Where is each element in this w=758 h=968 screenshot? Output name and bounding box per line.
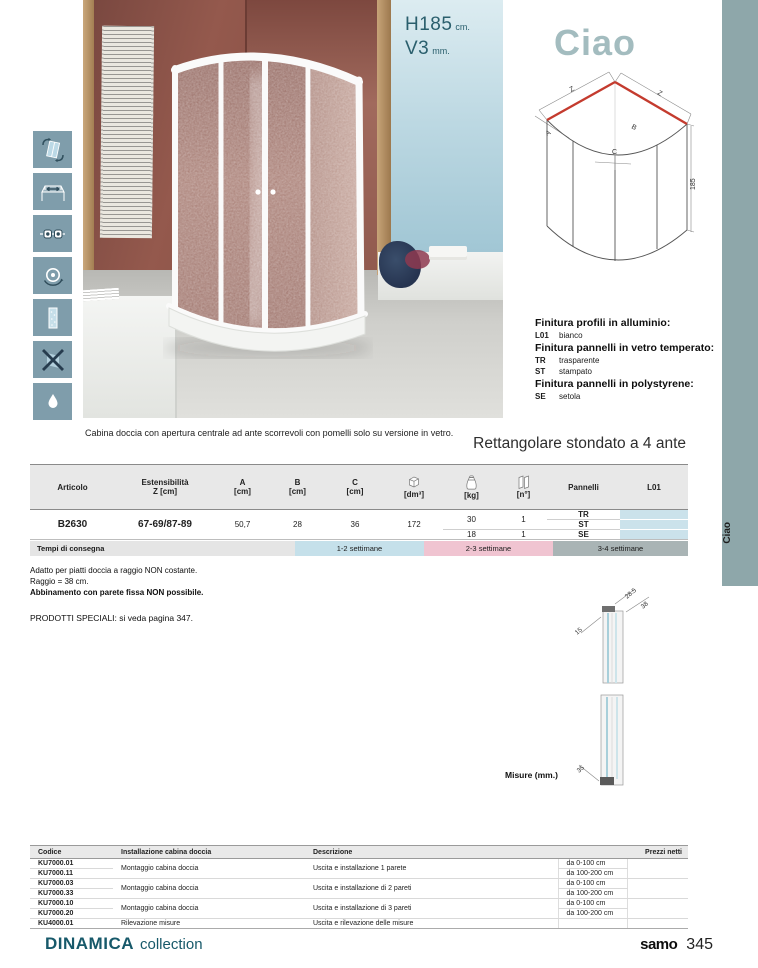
- installation-table: [30, 845, 688, 929]
- height-unit: cm.: [455, 22, 470, 32]
- acrylic-panel-icon: [33, 299, 72, 336]
- descrizione-cell: Uscita e installazione di 3 pareti: [305, 899, 558, 919]
- descrizione-cell: Uscita e rilevazione delle misure: [305, 919, 558, 929]
- col-installazione: Installazione cabina doccia: [113, 846, 305, 859]
- delivery-period-3: 3-4 settimane: [553, 541, 688, 556]
- prezzo-cell: [627, 879, 688, 899]
- cube-icon: [407, 475, 421, 489]
- col-b: B [cm]: [270, 465, 325, 510]
- col-c: C [cm]: [325, 465, 385, 510]
- profile-dim-bottom: 35: [575, 764, 586, 775]
- iso-label-b: B: [630, 123, 638, 132]
- install-header-row: [30, 846, 688, 859]
- misure-label: Misure (mm.): [505, 770, 558, 780]
- panel-code-tr: TR: [547, 510, 620, 520]
- range-cell: da 100-200 cm: [558, 889, 627, 899]
- profile-dim-right: 38: [639, 600, 650, 611]
- installazione-cell: Rilevazione misure: [113, 919, 305, 929]
- codice-cell: KU7000.01: [30, 859, 113, 869]
- col-weight: [kg]: [443, 465, 500, 510]
- iso-label-c: C: [612, 149, 618, 156]
- isometric-drawing: [533, 70, 697, 295]
- codice-cell: KU7000.10: [30, 899, 113, 909]
- weight-upper: 30: [443, 510, 500, 530]
- collection-name: DINAMICA: [45, 934, 134, 953]
- extensibility-icon: [33, 173, 72, 210]
- codice-cell: KU7000.03: [30, 879, 113, 889]
- iso-label-a: A: [544, 129, 553, 138]
- range-cell: da 0-100 cm: [558, 899, 627, 909]
- notes-block: [30, 565, 310, 624]
- codice-cell: KU7000.33: [30, 889, 113, 899]
- finish-code: SE: [535, 392, 546, 401]
- spec-row: [30, 510, 688, 520]
- iso-label-z-left: Z: [568, 85, 576, 94]
- descrizione-cell: Uscita e installazione di 2 pareti: [305, 879, 558, 899]
- iso-label-z-right: Z: [656, 89, 664, 98]
- prezzo-cell: [627, 899, 688, 919]
- weight-icon: [465, 475, 478, 490]
- photo-wood-edge: [83, 0, 94, 300]
- finishes-block: [535, 316, 725, 402]
- side-tab-label: Ciao: [722, 522, 733, 544]
- profile-drawing: [545, 583, 670, 796]
- range-cell: da 100-200 cm: [558, 909, 627, 919]
- photo-towel-accent: [405, 250, 430, 269]
- finish-heading: Finitura profili in alluminio:: [535, 317, 671, 329]
- panel-code-st: ST: [547, 520, 620, 530]
- finish-code: TR: [535, 356, 546, 365]
- product-subtitle: Rettangolare stondato a 4 ante: [473, 435, 686, 452]
- delivery-bar: [30, 541, 688, 556]
- spec-header-row: [30, 465, 688, 510]
- finish-option: [535, 391, 725, 402]
- finish-code: L01: [535, 331, 549, 340]
- count-upper: 1: [500, 510, 547, 530]
- installazione-cell: Montaggio cabina doccia: [113, 859, 305, 879]
- range-cell: da 0-100 cm: [558, 859, 627, 869]
- prezzo-cell: [627, 919, 688, 929]
- col-volume: [dm³]: [385, 465, 443, 510]
- finish-option: [535, 355, 725, 366]
- special-products-note: PRODOTTI SPECIALI: si veda pagina 347.: [30, 613, 193, 623]
- range-cell: da 100-200 cm: [558, 869, 627, 879]
- delivery-period-2: 2-3 settimane: [424, 541, 553, 556]
- col-panels-count: [n°]: [500, 465, 547, 510]
- col-estensibilita: Estensibilità Z [cm]: [115, 465, 215, 510]
- install-row: [30, 899, 688, 909]
- profile-dim-top: 28.5: [623, 587, 638, 601]
- finish-option: [535, 330, 725, 341]
- estensibilita-value: 67-69/87-89: [115, 510, 215, 540]
- glass-value: V3: [405, 38, 430, 59]
- count-lower: 1: [500, 530, 547, 540]
- weight-lower: 18: [443, 530, 500, 540]
- descrizione-cell: Uscita e installazione 1 parete: [305, 859, 558, 879]
- photo-poster: [100, 26, 154, 239]
- spec-table: [30, 464, 688, 540]
- photo-wood-pillar: [377, 0, 391, 275]
- finish-label: stampato: [559, 367, 592, 376]
- l01-cell: [620, 530, 688, 540]
- codice-cell: KU7000.11: [30, 869, 113, 879]
- brand-footer: [640, 936, 713, 954]
- round-model-icon: [33, 257, 72, 294]
- finish-heading: Finitura pannelli in polystyrene:: [535, 378, 694, 390]
- panel-code-se: SE: [547, 530, 620, 540]
- install-row: [30, 919, 688, 929]
- delivery-label: Tempi di consegna: [30, 541, 295, 556]
- finish-label: bianco: [559, 331, 583, 340]
- finish-code: ST: [535, 367, 546, 376]
- glass-unit: mm.: [432, 46, 450, 56]
- codice-cell: KU7000.20: [30, 909, 113, 919]
- col-descrizione: Descrizione: [305, 846, 558, 859]
- articolo-value: B2630: [30, 510, 115, 540]
- col-a: A [cm]: [215, 465, 270, 510]
- b-value: 28: [270, 510, 325, 540]
- collection-footer: [45, 934, 203, 954]
- col-prezzi: Prezzi netti: [627, 846, 688, 859]
- product-photo: [83, 0, 503, 418]
- panels-icon: [516, 475, 531, 489]
- no-fixed-panel-icon: [33, 341, 72, 378]
- page-title: Ciao: [553, 22, 636, 63]
- col-codice: Codice: [30, 846, 113, 859]
- brand-logo: samo: [640, 936, 678, 953]
- page-number: 345: [686, 936, 713, 953]
- photo-towel-stack: [429, 246, 467, 257]
- pivot-doors-icon: [33, 131, 72, 168]
- range-cell: da 0-100 cm: [558, 879, 627, 889]
- photo-caption: Cabina doccia con apertura centrale ad ante scorrevoli con pomelli solo su versione in vetro.: [85, 428, 454, 438]
- installazione-cell: Montaggio cabina doccia: [113, 899, 305, 919]
- range-cell: [558, 919, 627, 929]
- dimension-callout: [405, 14, 470, 62]
- iso-label-height: 185: [690, 178, 697, 190]
- water-drop-icon: [33, 383, 72, 420]
- col-range: [558, 846, 627, 859]
- c-value: 36: [325, 510, 385, 540]
- note-line-bold: Abbinamento con parete fissa NON possibile.: [30, 588, 204, 597]
- l01-cell: [620, 510, 688, 520]
- profile-dim-left: 15: [573, 626, 584, 637]
- finish-heading: Finitura pannelli in vetro temperato:: [535, 342, 715, 354]
- finish-label: trasparente: [559, 356, 600, 365]
- delivery-period-1: 1-2 settimane: [295, 541, 424, 556]
- sliding-rollers-icon: [33, 215, 72, 252]
- side-tab-band: [722, 0, 758, 586]
- note-line: Adatto per piatti doccia a raggio NON costante.: [30, 566, 198, 575]
- finish-option: [535, 366, 725, 377]
- l01-cell: [620, 520, 688, 530]
- volume-value: 172: [385, 510, 443, 540]
- col-articolo: Articolo: [30, 465, 115, 510]
- shower-cabin-illustration: [163, 20, 373, 360]
- collection-word: collection: [140, 936, 203, 953]
- height-value: H185: [405, 14, 453, 35]
- prezzo-cell: [627, 859, 688, 879]
- install-row: [30, 859, 688, 869]
- installazione-cell: Montaggio cabina doccia: [113, 879, 305, 899]
- a-value: 50,7: [215, 510, 270, 540]
- install-row: [30, 879, 688, 889]
- note-line: Raggio = 38 cm.: [30, 577, 89, 586]
- codice-cell: KU4000.01: [30, 919, 113, 929]
- feature-icon-column: [33, 131, 72, 420]
- col-pannelli: Pannelli: [547, 465, 620, 510]
- col-l01: L01: [620, 465, 688, 510]
- finish-label: setola: [559, 392, 581, 401]
